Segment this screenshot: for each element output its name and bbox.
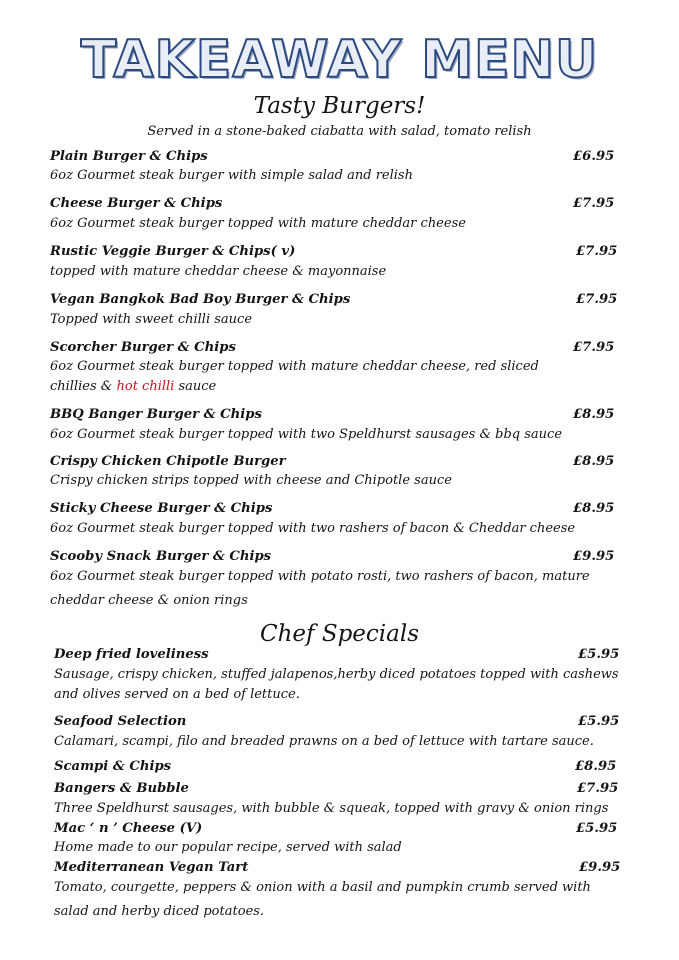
item-description: Sausage, crispy chicken, stuffed jalapenos,herby diced potatoes topped with cashews [54,667,619,682]
item-name: Vegan Bangkok Bad Boy Burger & Chips [50,292,351,307]
item-description: 6oz Gourmet steak burger topped with mature cheddar cheese, red sliced [50,359,539,374]
item-description: Tomato, courgette, peppers & onion with a basil and pumpkin crumb served with [54,880,591,895]
item-name: Sticky Cheese Burger & Chips [50,501,273,516]
item-description: 6oz Gourmet steak burger with simple salad and relish [50,168,413,183]
item-description-line2: and olives served on a bed of lettuce. [54,687,300,702]
item-name: Plain Burger & Chips [50,149,208,164]
item-name: Mac ‘ n ’ Cheese (V) [54,821,203,836]
item-price: £8.95 [573,454,615,469]
burgers-heading: Tasty Burgers! [253,93,426,119]
item-name: BBQ Banger Burger & Chips [50,407,262,422]
item-price: £7.95 [576,292,618,307]
item-name: Crispy Chicken Chipotle Burger [50,454,286,469]
item-name: Scorcher Burger & Chips [50,340,236,355]
item-price: £5.95 [578,714,620,729]
item-price: £5.95 [578,647,620,662]
page-title: TAKEAWAY MENU [80,30,599,90]
burgers-subtitle: Served in a stone-baked ciabatta with salad, tomato relish [147,124,532,139]
item-price: £5.95 [576,821,618,836]
item-name: Bangers & Bubble [54,781,189,796]
item-price: £9.95 [573,549,615,564]
item-description: Three Speldhurst sausages, with bubble & squeak, topped with gravy & onion rings [54,801,609,816]
item-description-line2: cheddar cheese & onion rings [50,593,248,608]
item-description-line2: chillies & hot chilli sauce [50,379,217,394]
item-description: 6oz Gourmet steak burger topped with mature cheddar cheese [50,216,466,231]
item-description: Home made to our popular recipe, served with salad [54,840,402,855]
item-price: £6.95 [573,149,615,164]
item-price: £7.95 [573,340,615,355]
hot-chilli-highlight: hot chilli [116,379,175,394]
item-name: Scooby Snack Burger & Chips [50,549,272,564]
item-name: Rustic Veggie Burger & Chips( v) [50,244,296,259]
item-name: Cheese Burger & Chips [50,196,223,211]
item-price: £7.95 [577,781,619,796]
item-description: 6oz Gourmet steak burger topped with two Speldhurst sausages & bbq sauce [50,427,563,442]
item-name: Scampi & Chips [54,759,172,774]
item-description-line2: salad and herby diced potatoes. [54,904,265,919]
item-price: £7.95 [576,244,618,259]
item-name: Deep fried loveliness [54,647,209,662]
item-description: Calamari, scampi, filo and breaded prawns on a bed of lettuce with tartare sauce. [54,734,594,749]
specials-heading: Chef Specials [259,621,420,647]
item-description: topped with mature cheddar cheese & mayonnaise [50,264,387,279]
item-description: Crispy chicken strips topped with cheese and Chipotle sauce [50,473,452,488]
item-name: Mediterranean Vegan Tart [54,860,249,875]
item-price: £8.95 [573,407,615,422]
item-name: Seafood Selection [54,714,187,729]
item-description: Topped with sweet chilli sauce [50,312,253,327]
item-description: 6oz Gourmet steak burger topped with two rashers of bacon & Cheddar cheese [50,521,576,536]
item-price: £8.95 [575,759,617,774]
item-price: £7.95 [573,196,615,211]
item-description: 6oz Gourmet steak burger topped with potato rosti, two rashers of bacon, mature [50,569,590,584]
item-price: £8.95 [573,501,615,516]
item-price: £9.95 [579,860,621,875]
